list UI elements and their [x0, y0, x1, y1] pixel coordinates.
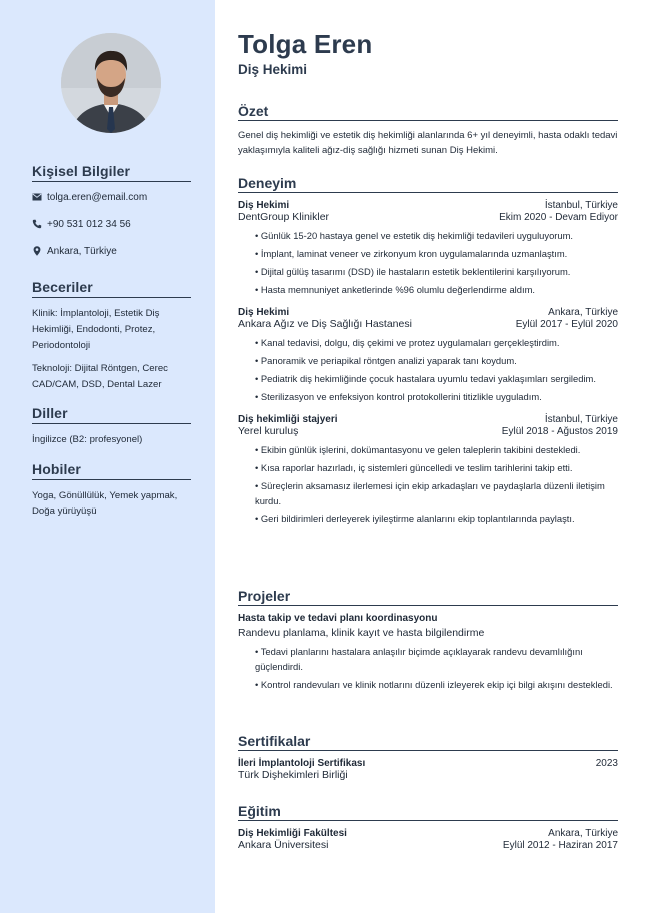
languages-text: İngilizce (B2: profesyonel): [32, 434, 143, 445]
bullet-item: • Hasta memnuniyet anketlerinde %96 olumlu değerlendirme aldım.: [255, 282, 618, 297]
bullet-item: • Ekibin günlük işlerini, dokümantasyonu ve gelen taleplerin takibini destekledi.: [255, 442, 618, 457]
bullet-item: • Süreçlerin aksamasız ilerlemesi için ekip arkadaşları ve paydaşlarla düzenli iletişim kurdu.: [255, 478, 618, 508]
job-organization: DentGroup Klinikler: [238, 211, 330, 223]
profile-role: Diş Hekimi: [238, 62, 308, 77]
certificate-issuer: Türk Dişhekimleri Birliği: [238, 769, 348, 781]
bullet-item: • İmplant, laminat veneer ve zirkonyum kron uygulamalarında uzmanlaştım.: [255, 246, 618, 261]
location-row: [32, 244, 191, 258]
bullet-item: • Geri bildirimleri derleyerek iyileştirme alanlarını ekip toplantılarında paylaştı.: [255, 511, 618, 526]
certificates-section: [238, 733, 618, 781]
hobbies-title: Hobiler: [32, 461, 191, 480]
experience-title: Deneyim: [238, 175, 618, 193]
profile-name: Tolga Eren: [238, 29, 373, 59]
bullet-item: • Kontrol randevuları ve klinik notlarını düzenli izleyerek ekip içi bilgi akışını destekledi.: [255, 677, 618, 692]
email-text[interactable]: tolga.eren@email.com: [47, 191, 148, 203]
skills-technology: Teknoloji: Dijital Röntgen, Cerec CAD/CAM, DSD, Dental Lazer: [32, 363, 168, 390]
bullet-item: • Pediatrik diş hekimliğinde çocuk hastalara uyumlu tedavi yaklaşımları sergiledim.: [255, 371, 618, 386]
education-location: Ankara, Türkiye: [548, 828, 618, 839]
bullet-item: • Tedavi planlarını hastalara anlaşılır biçimde açıklayarak randevu devamlılığını güçlendirdi.: [255, 644, 618, 674]
projects-title: Projeler: [238, 588, 618, 606]
bullet-item: • Kısa raporlar hazırladı, iç sistemleri güncelledi ve teslim tarihlerini takip etti.: [255, 460, 618, 475]
job-organization: Ankara Ağız ve Diş Sağlığı Hastanesi: [238, 318, 412, 330]
summary-title: Özet: [238, 103, 618, 121]
location-pin-icon: [32, 246, 42, 256]
phone-text[interactable]: +90 531 012 34 56: [47, 218, 131, 230]
certificate-title: İleri İmplantoloji Sertifikası: [238, 758, 366, 769]
bullet-item: • Panoramik ve periapikal röntgen analizi yaparak tanı koydum.: [255, 353, 618, 368]
job-date: Eylül 2017 - Eylül 2020: [515, 319, 618, 330]
certificates-title: Sertifikalar: [238, 733, 618, 751]
experience-entry: [238, 307, 618, 404]
certificate-year: 2023: [595, 758, 618, 769]
job-title: Diş hekimliği stajyeri: [238, 414, 338, 425]
hobbies-text: Yoga, Gönüllülük, Yemek yapmak, Doğa yürüyüşü: [32, 490, 178, 517]
bullet-item: • Dijital gülüş tasarımı (DSD) ile hastaların estetik beklentilerini karşılıyorum.: [255, 264, 618, 279]
skills-clinical: Klinik: İmplantoloji, Estetik Diş Hekimliği, Endodonti, Protez, Periodontoloji: [32, 308, 160, 351]
project-title: Hasta takip ve tedavi planı koordinasyonu: [238, 613, 438, 624]
job-bullets: [238, 228, 618, 297]
job-title: Diş Hekimi: [238, 307, 290, 318]
project-subtitle: Randevu planlama, klinik kayıt ve hasta bilgilendirme: [238, 627, 485, 639]
mail-icon: [32, 192, 42, 202]
personal-info-title: Kişisel Bilgiler: [32, 163, 191, 182]
job-location: İstanbul, Türkiye: [544, 414, 618, 425]
education-degree: Diş Hekimliği Fakültesi: [238, 828, 347, 839]
phone-row: [32, 217, 191, 231]
personal-info-section: [32, 163, 191, 271]
job-location: Ankara, Türkiye: [548, 307, 618, 318]
job-bullets: [238, 442, 618, 526]
summary-section: [238, 103, 618, 158]
phone-icon: [32, 219, 42, 229]
skills-section: [32, 279, 191, 393]
job-date: Ekim 2020 - Devam Ediyor: [499, 212, 618, 223]
job-location: İstanbul, Türkiye: [544, 200, 618, 211]
education-date: Eylül 2012 - Haziran 2017: [502, 840, 618, 851]
sidebar: [0, 0, 215, 913]
experience-entry: [238, 200, 618, 297]
job-date: Eylül 2018 - Ağustos 2019: [501, 426, 618, 437]
skills-title: Beceriler: [32, 279, 191, 298]
education-title: Eğitim: [238, 803, 618, 821]
summary-text: Genel diş hekimliği ve estetik diş hekimliği alanlarında 6+ yıl deneyimli, hasta odaklı tedavi yaklaşımıyla kaliteli ağız-diş sağlığı hizmeti sunan Diş Hekimi.: [238, 130, 618, 156]
job-title: Diş Hekimi: [238, 200, 290, 211]
languages-section: [32, 405, 191, 448]
projects-section: [238, 588, 618, 702]
job-organization: Yerel kuruluş: [238, 425, 299, 437]
education-section: [238, 803, 618, 851]
bullet-item: • Sterilizasyon ve enfeksiyon kontrol protokollerini titizlikle uyguladım.: [255, 389, 618, 404]
project-bullets: [238, 644, 618, 692]
profile-photo: [61, 33, 161, 133]
experience-section: [238, 175, 618, 536]
email-row: [32, 190, 191, 204]
bullet-item: • Kanal tedavisi, dolgu, diş çekimi ve protez uygulamaları gerçekleştirdim.: [255, 335, 618, 350]
experience-entry: [238, 414, 618, 526]
education-school: Ankara Üniversitesi: [238, 839, 329, 851]
project-entry: [238, 613, 618, 692]
bullet-item: • Günlük 15-20 hastaya genel ve estetik diş hekimliği tedavileri uyguluyorum.: [255, 228, 618, 243]
job-bullets: [238, 335, 618, 404]
hobbies-section: [32, 461, 191, 520]
languages-title: Diller: [32, 405, 191, 424]
location-text: Ankara, Türkiye: [47, 245, 117, 257]
